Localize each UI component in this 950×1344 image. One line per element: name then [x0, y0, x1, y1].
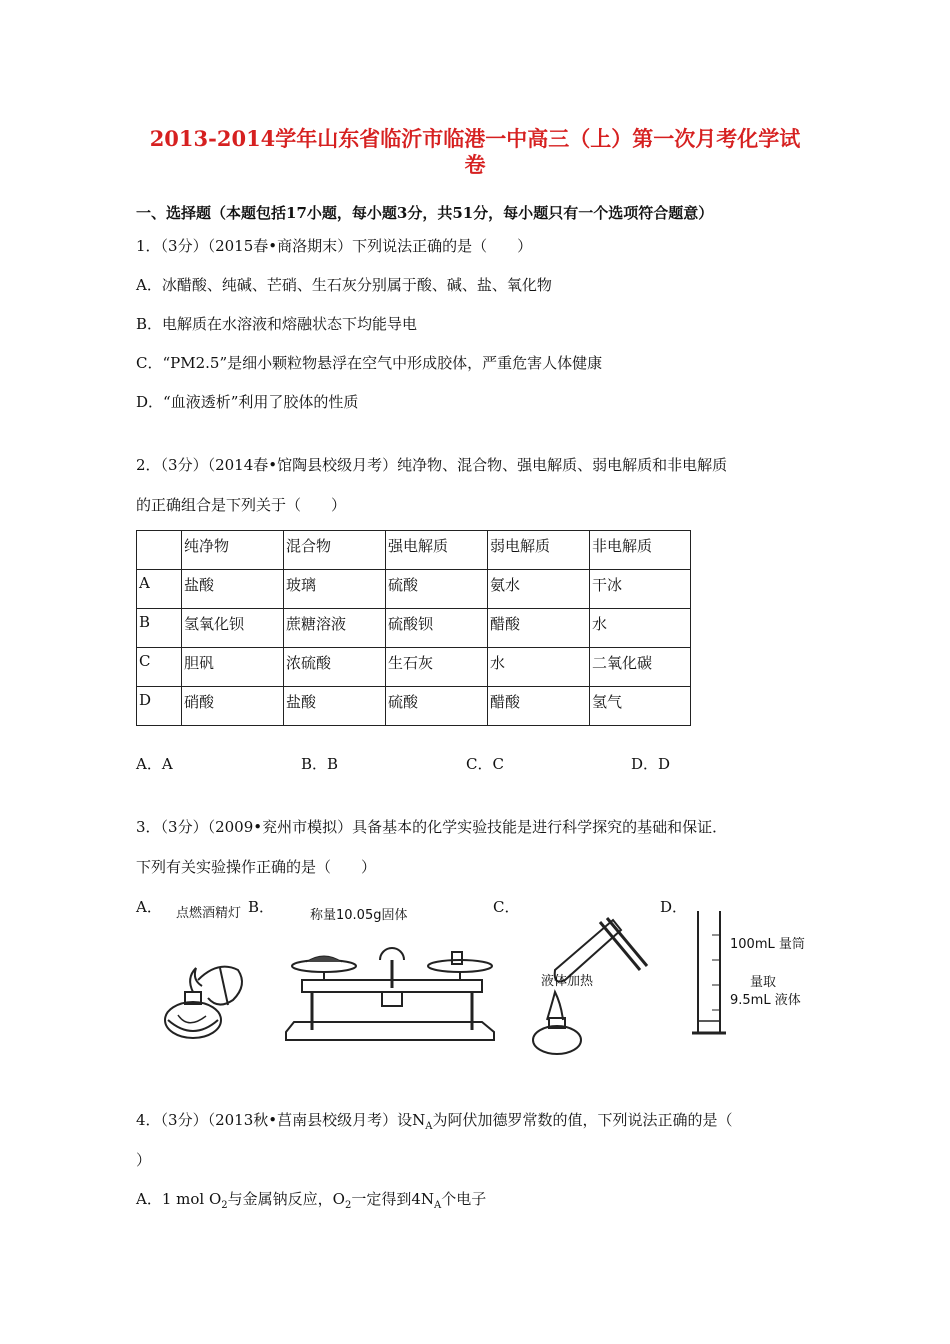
table-cell: 盐酸 [182, 570, 284, 609]
title-line-1: 2013-2014学年山东省临沂市临港一中高三（上）第一次月考化学试 [149, 126, 801, 151]
table-cell: 玻璃 [284, 570, 386, 609]
q1-option-a: A．冰醋酸、纯碱、芒硝、生石灰分别属于酸、碱、盐、氧化物 [136, 276, 552, 294]
q2-answer-c: C．C [466, 755, 504, 773]
graduated-cylinder-icon [688, 905, 728, 1040]
q2-table [136, 530, 691, 726]
table-cell: 氢气 [590, 687, 691, 726]
q3-option-a-label: A． [136, 898, 162, 916]
table-cell: 醋酸 [488, 609, 590, 648]
table-cell: 蔗糖溶液 [284, 609, 386, 648]
table-cell: 水 [488, 648, 590, 687]
table-cell: B [137, 609, 182, 648]
q2-answer-a: A．A [136, 755, 173, 773]
table-header-cell: 混合物 [284, 531, 386, 570]
q2-stem-line-2: 的正确组合是下列关于（ ） [136, 496, 347, 514]
q2-answer-b: B．B [301, 755, 339, 773]
section-heading: 一、选择题（本题包括17小题，每小题3分，共51分，每小题只有一个选项符合题意） [136, 204, 714, 222]
table-cell: A [137, 570, 182, 609]
table-cell: 硫酸钡 [386, 609, 488, 648]
table-cell: 浓硫酸 [284, 648, 386, 687]
q3-option-c-label: C． [493, 898, 520, 916]
figure-d-label-2: 量取 [750, 975, 777, 990]
table-cell: 胆矾 [182, 648, 284, 687]
table-cell: C [137, 648, 182, 687]
table-header-cell: 强电解质 [386, 531, 488, 570]
figure-b-label: 称量10.05g固体 [310, 908, 408, 923]
table-row [137, 648, 691, 687]
balance-icon [272, 920, 497, 1052]
figure-a-label: 点燃酒精灯 [176, 906, 242, 921]
page-title [60, 126, 890, 178]
q1-option-b: B．电解质在水溶液和熔融状态下均能导电 [136, 315, 418, 333]
figure-d-label-1: 100mL 量筒 [730, 937, 805, 952]
figure-balance-weighing [272, 900, 497, 1052]
table-cell: 水 [590, 609, 691, 648]
q4-stem-line-2: ） [136, 1151, 152, 1169]
table-header-cell [137, 531, 182, 570]
q1-option-d: D．“血液透析”利用了胶体的性质 [136, 393, 359, 411]
table-header-cell: 弱电解质 [488, 531, 590, 570]
table-cell: D [137, 687, 182, 726]
figure-alcohol-lamp-lighting [158, 900, 253, 1045]
table-cell: 硫酸 [386, 687, 488, 726]
alcohol-lamp-icon [158, 920, 253, 1045]
table-row [137, 687, 691, 726]
figure-d-label-3: 9.5mL 液体 [730, 993, 801, 1008]
figure-graduated-cylinder [688, 905, 838, 1040]
title-line-2: 卷 [464, 152, 486, 177]
q2-stem-line-1: 2．（3分）（2014春•馆陶县校级月考）纯净物、混合物、强电解质、弱电解质和非电解质 [136, 456, 728, 474]
table-row [137, 609, 691, 648]
table-row [137, 570, 691, 609]
q3-option-b-label: B． [248, 898, 275, 916]
q3-option-d-label: D． [660, 898, 688, 916]
figure-liquid-heating [525, 900, 650, 1062]
figure-c-label: 液体加热 [541, 974, 594, 989]
q4-stem-line-1: 4．（3分）（2013秋•莒南县校级月考）设$N_A$为阿伏加德罗常数的值，下列说法正确的是（ [136, 1111, 733, 1132]
q1-option-c: C．“PM2.5”是细小颗粒物悬浮在空气中形成胶体，严重危害人体健康 [136, 354, 603, 372]
q1-stem: 1．（3分）（2015春•商洛期末）下列说法正确的是（ ） [136, 237, 533, 255]
table-cell: 硫酸 [386, 570, 488, 609]
table-cell: 生石灰 [386, 648, 488, 687]
table-header-row [137, 531, 691, 570]
table-cell: 硝酸 [182, 687, 284, 726]
table-cell: 氢氧化钡 [182, 609, 284, 648]
q3-stem-line-2: 下列有关实验操作正确的是（ ） [136, 858, 377, 876]
table-header-cell: 纯净物 [182, 531, 284, 570]
table-cell: 醋酸 [488, 687, 590, 726]
table-header-cell: 非电解质 [590, 531, 691, 570]
table-cell: 干冰 [590, 570, 691, 609]
table-cell: 氨水 [488, 570, 590, 609]
table-cell: 二氧化碳 [590, 648, 691, 687]
table-cell: 盐酸 [284, 687, 386, 726]
q4-option-a: A．1 mol $O_2$与金属钠反应，$O_2$一定得到$4N_A$个电子 [136, 1190, 487, 1211]
q2-answer-d: D．D [631, 755, 671, 773]
q3-stem-line-1: 3．（3分）（2009•兖州市模拟）具备基本的化学实验技能是进行科学探究的基础和保证． [136, 818, 728, 836]
